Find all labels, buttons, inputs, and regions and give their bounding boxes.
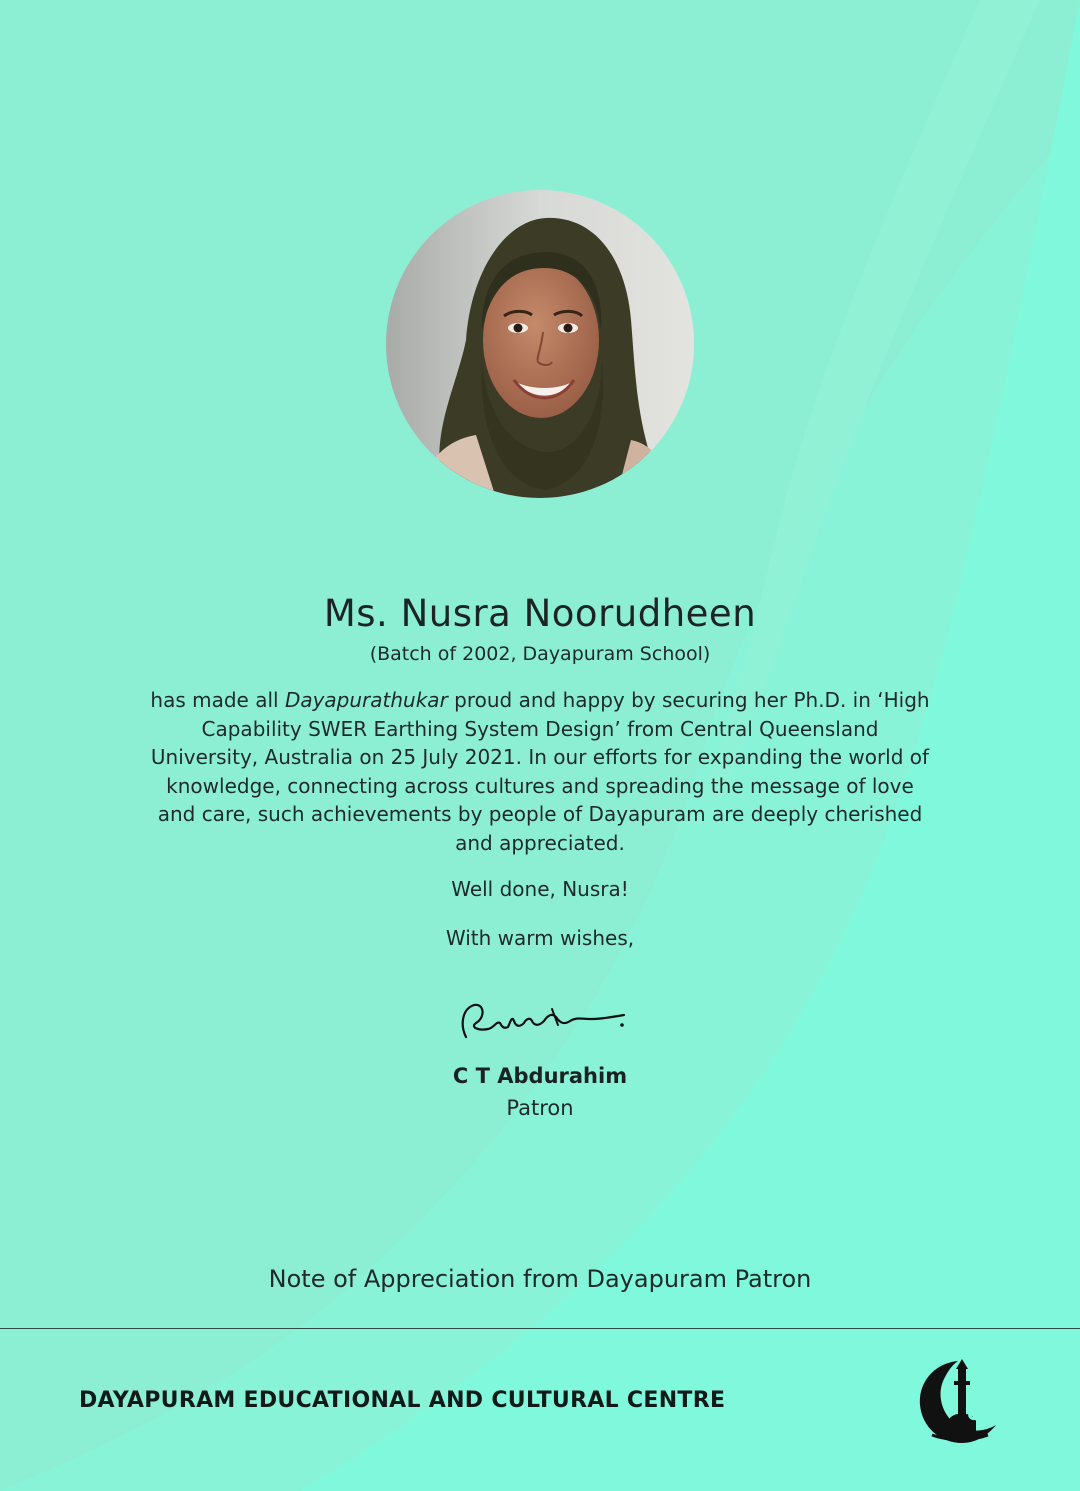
- well-done-line: Well done, Nusra!: [451, 877, 629, 901]
- message-lead: has made all: [150, 688, 285, 712]
- recipient-batch: (Batch of 2002, Dayapuram School): [369, 643, 711, 665]
- appreciation-message: [150, 686, 930, 858]
- message-italic-term: Dayapurathukar: [284, 688, 448, 712]
- footer-divider: [0, 1328, 1080, 1329]
- signer-name: C T Abdurahim: [452, 1064, 628, 1088]
- organization-name: DAYAPURAM EDUCATIONAL AND CULTURAL CENTRE: [79, 1388, 726, 1413]
- recipient-name: Ms. Nusra Noorudheen: [323, 592, 757, 635]
- portrait-photo: [386, 190, 694, 498]
- wishes-line: With warm wishes,: [445, 926, 635, 950]
- signer-title: Patron: [506, 1096, 574, 1120]
- message-rest: proud and happy by securing her Ph.D. in ‘High Capability SWER Earthing System Design’ from Central Queensland University, Australia on 25 July 2021. In our efforts for expanding the world of knowledge, connecting across cultures and spreading the message of love and care, such achievements by people of Dayapuram are deeply cherished and appreciated.: [150, 688, 930, 855]
- crescent-minaret-logo: [912, 1355, 1004, 1447]
- footer-note: Note of Appreciation from Dayapuram Patron: [268, 1265, 812, 1293]
- handwritten-signature: [452, 995, 632, 1045]
